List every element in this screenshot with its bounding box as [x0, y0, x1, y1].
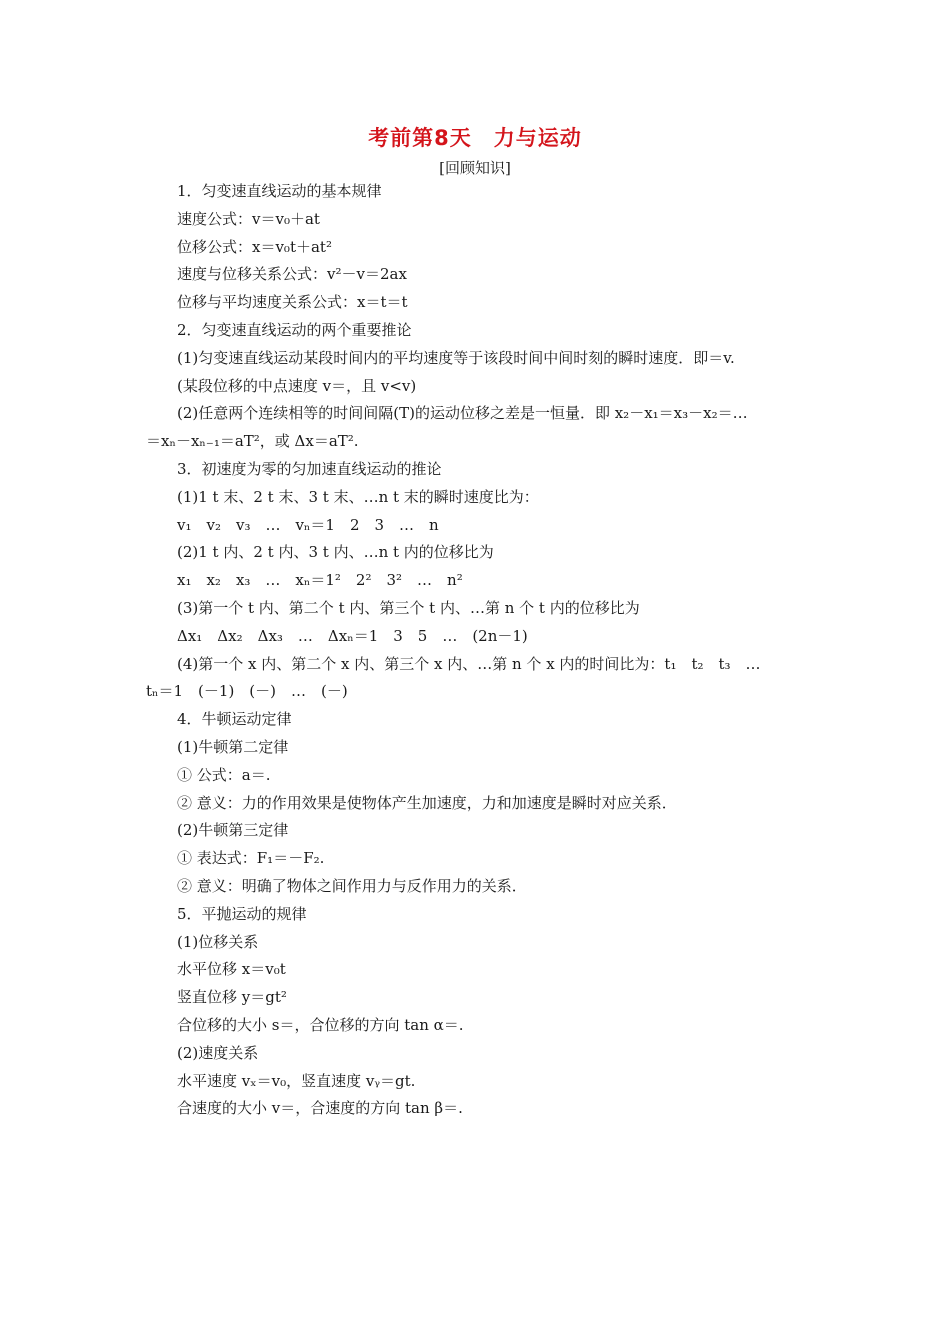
text-line: tₙ＝1 (－1) (－) … (－) — [146, 682, 348, 701]
text-line: 位移公式：x＝v₀t＋at² — [177, 237, 332, 256]
text-line: (某段位移的中点速度 v＝，且 v<v) — [177, 376, 417, 395]
text-line: (2)牛顿第三定律 — [177, 821, 289, 840]
text-line: 竖直位移 y＝gt² — [177, 988, 287, 1007]
text-line: 3．初速度为零的匀加速直线运动的推论 — [177, 460, 442, 478]
text-line: 5．平抛运动的规律 — [177, 904, 307, 923]
text-line: ② 意义：力的作用效果是使物体产生加速度，力和加速度是瞬时对应关系． — [177, 793, 677, 812]
text-line: ① 表达式：F₁＝－F₂. — [177, 849, 325, 868]
text-line: (2)速度关系 — [177, 1043, 259, 1062]
text-line: 速度公式：v＝v₀＋at — [177, 209, 320, 228]
text-line: (2)任意两个连续相等的时间间隔(T)的运动位移之差是一恒量．即 x₂－x₁＝x₃－x₂＝… — [177, 404, 748, 423]
text-line: (3)第一个 t 内、第二个 t 内、第三个 t 内、…第 n 个 t 内的位移比为 — [177, 599, 640, 617]
text-line: Δx₁ Δx₂ Δx₃ … Δxₙ＝1 3 5 … (2n－1) — [177, 626, 528, 645]
text-line: v₁ v₂ v₃ … vₙ＝1 2 3 … n — [177, 515, 439, 534]
text-line: 水平位移 x＝v₀t — [177, 960, 286, 979]
text-line: 位移与平均速度关系公式：x＝t＝t — [177, 293, 408, 312]
text-line: (1)匀变速直线运动某段时间内的平均速度等于该段时间中间时刻的瞬时速度．即＝v. — [177, 348, 735, 367]
text-line: (1)1 t 末、2 t 末、3 t 末、…n t 末的瞬时速度比为： — [177, 487, 539, 506]
text-line: 合位移的大小 s＝，合位移的方向 tan α＝. — [177, 1016, 464, 1034]
text-line: (1)位移关系 — [177, 932, 259, 951]
text-line: 1．匀变速直线运动的基本规律 — [177, 182, 382, 200]
text-line: ② 意义：明确了物体之间作用力与反作用力的关系． — [177, 877, 527, 895]
section-subtitle: [回顾知识] — [439, 159, 511, 177]
text-line: (1)牛顿第二定律 — [177, 738, 289, 756]
text-line: (4)第一个 x 内、第二个 x 内、第三个 x 内、…第 n 个 x 内的时间比为：t₁ t₂ t₃ … — [177, 654, 761, 673]
text-line: 合速度的大小 v＝，合速度的方向 tan β＝. — [177, 1099, 463, 1118]
text-line: ① 公式：a＝. — [177, 765, 271, 784]
text-line: ＝xₙ－xₙ₋₁＝aT²，或 Δx＝aT². — [146, 432, 359, 451]
text-line: 水平速度 vₓ＝v₀，竖直速度 vᵧ＝gt. — [177, 1071, 416, 1090]
text-line: 4．牛顿运动定律 — [177, 710, 292, 729]
text-line: 速度与位移关系公式：v²－v＝2ax — [177, 265, 407, 284]
text-line: (2)1 t 内、2 t 内、3 t 内、…n t 内的位移比为 — [177, 543, 494, 562]
text-line: 2．匀变速直线运动的两个重要推论 — [177, 321, 412, 339]
text-line: x₁ x₂ x₃ … xₙ＝1² 2² 3² … n² — [177, 571, 463, 590]
page-title: 考前第8天 力与运动 — [368, 126, 582, 150]
